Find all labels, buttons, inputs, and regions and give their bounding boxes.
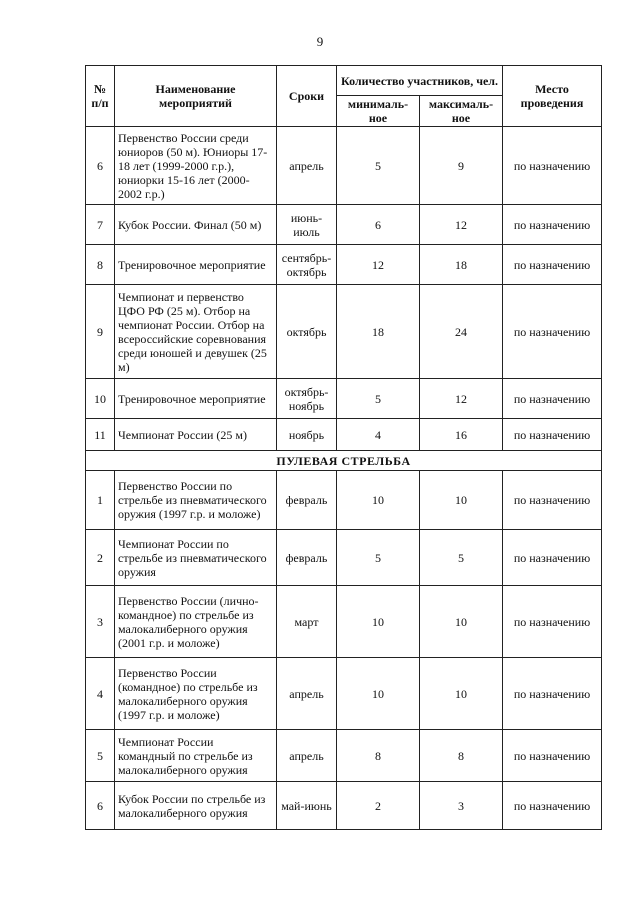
cell-num: 1 <box>86 471 115 530</box>
cell-min: 10 <box>337 471 420 530</box>
cell-min: 4 <box>337 419 420 451</box>
cell-name: Первенство России по стрельбе из пневматического оружия (1997 г.р. и моложе) <box>115 471 277 530</box>
cell-name: Первенство России (лично-командное) по стрельбе из малокалиберного оружия (2001 г.р. и моложе) <box>115 586 277 658</box>
cell-num: 6 <box>86 782 115 830</box>
cell-max: 24 <box>420 285 503 379</box>
header-name: Наименование мероприятий <box>115 66 277 127</box>
header-participants: Количество участников, чел. <box>337 66 503 96</box>
cell-term: июнь-июль <box>277 205 337 245</box>
page-number: 9 <box>316 34 324 49</box>
cell-min: 5 <box>337 379 420 419</box>
cell-place: по назначению <box>503 419 602 451</box>
cell-num: 8 <box>86 245 115 285</box>
cell-max: 12 <box>420 205 503 245</box>
table-row <box>86 419 602 451</box>
cell-term: сентябрь-октябрь <box>277 245 337 285</box>
cell-term: апрель <box>277 730 337 782</box>
cell-place: по назначению <box>503 658 602 730</box>
cell-place: по назначению <box>503 586 602 658</box>
cell-num: 7 <box>86 205 115 245</box>
cell-max: 16 <box>420 419 503 451</box>
cell-num: 3 <box>86 586 115 658</box>
cell-name: Чемпионат России по стрельбе из пневматического оружия <box>115 530 277 586</box>
header-terms: Сроки <box>277 66 337 127</box>
cell-term: ноябрь <box>277 419 337 451</box>
cell-place: по назначению <box>503 530 602 586</box>
section-row <box>86 451 602 471</box>
cell-name: Чемпионат и первенство ЦФО РФ (25 м). Отбор на чемпионат России. Отбор на всероссийские соревнования среди юношей и девушек (25 м) <box>115 285 277 379</box>
cell-num: 6 <box>86 127 115 205</box>
header-min: минималь-ное <box>337 96 420 127</box>
cell-num: 9 <box>86 285 115 379</box>
table-row <box>86 285 602 379</box>
cell-place: по назначению <box>503 471 602 530</box>
cell-name: Тренировочное мероприятие <box>115 379 277 419</box>
cell-min: 10 <box>337 658 420 730</box>
table-row <box>86 127 602 205</box>
header-max: максималь-ное <box>420 96 503 127</box>
cell-min: 6 <box>337 205 420 245</box>
cell-max: 12 <box>420 379 503 419</box>
cell-place: по назначению <box>503 379 602 419</box>
cell-max: 3 <box>420 782 503 830</box>
cell-term: апрель <box>277 127 337 205</box>
cell-place: по назначению <box>503 782 602 830</box>
cell-place: по назначению <box>503 127 602 205</box>
cell-num: 2 <box>86 530 115 586</box>
cell-max: 18 <box>420 245 503 285</box>
cell-term: октябрь-ноябрь <box>277 379 337 419</box>
table-row <box>86 730 602 782</box>
table-row <box>86 782 602 830</box>
table-header <box>86 66 602 127</box>
cell-min: 8 <box>337 730 420 782</box>
cell-place: по назначению <box>503 730 602 782</box>
cell-name: Кубок России по стрельбе из малокалиберного оружия <box>115 782 277 830</box>
table-row <box>86 471 602 530</box>
table-row <box>86 245 602 285</box>
cell-term: апрель <box>277 658 337 730</box>
cell-max: 10 <box>420 586 503 658</box>
cell-place: по назначению <box>503 245 602 285</box>
table-row <box>86 530 602 586</box>
cell-min: 18 <box>337 285 420 379</box>
cell-max: 10 <box>420 471 503 530</box>
cell-min: 5 <box>337 530 420 586</box>
cell-term: февраль <box>277 471 337 530</box>
cell-max: 8 <box>420 730 503 782</box>
cell-min: 12 <box>337 245 420 285</box>
cell-place: по назначению <box>503 205 602 245</box>
cell-num: 10 <box>86 379 115 419</box>
table-row <box>86 205 602 245</box>
table-row <box>86 658 602 730</box>
cell-name: Чемпионат России командный по стрельбе из малокалиберного оружия <box>115 730 277 782</box>
cell-max: 5 <box>420 530 503 586</box>
table-row <box>86 379 602 419</box>
cell-min: 10 <box>337 586 420 658</box>
header-num: № п/п <box>86 66 115 127</box>
cell-term: март <box>277 586 337 658</box>
cell-name: Первенство России (командное) по стрельбе из малокалиберного оружия (1997 г.р. и моложе) <box>115 658 277 730</box>
events-table <box>85 65 602 830</box>
cell-name: Кубок России. Финал (50 м) <box>115 205 277 245</box>
cell-min: 5 <box>337 127 420 205</box>
cell-term: май-июнь <box>277 782 337 830</box>
cell-term: февраль <box>277 530 337 586</box>
cell-num: 4 <box>86 658 115 730</box>
cell-max: 10 <box>420 658 503 730</box>
cell-place: по назначению <box>503 285 602 379</box>
table-body-first <box>86 127 602 451</box>
cell-name: Первенство России среди юниоров (50 м). Юниоры 17-18 лет (1999-2000 г.р.), юниорки 15-16 лет (2000-2002 г.р.) <box>115 127 277 205</box>
cell-min: 2 <box>337 782 420 830</box>
cell-max: 9 <box>420 127 503 205</box>
header-place: Место проведения <box>503 66 602 127</box>
section-title: ПУЛЕВАЯ СТРЕЛЬБА <box>86 451 602 471</box>
cell-name: Тренировочное мероприятие <box>115 245 277 285</box>
cell-num: 5 <box>86 730 115 782</box>
table-row <box>86 586 602 658</box>
cell-term: октябрь <box>277 285 337 379</box>
cell-name: Чемпионат России (25 м) <box>115 419 277 451</box>
table-body-second <box>86 471 602 830</box>
cell-num: 11 <box>86 419 115 451</box>
